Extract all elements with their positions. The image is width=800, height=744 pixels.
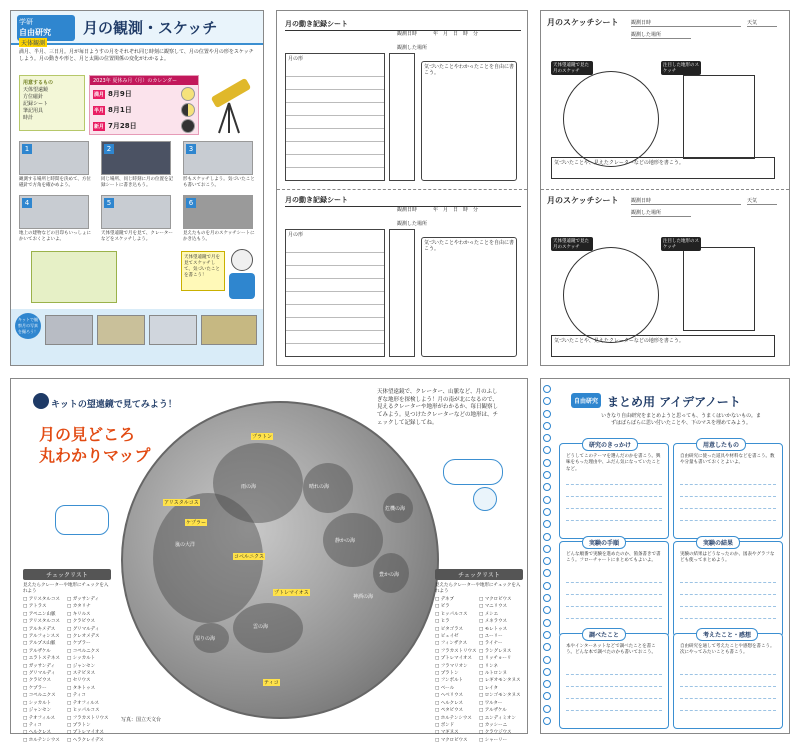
kit-subtitle: キットの望遠鏡で見てみよう！ [51, 400, 177, 410]
tip-balloon: 天体望遠鏡で月を見てスケッチして、気づいたことを書こう！ [181, 251, 225, 291]
moon-calendar [89, 75, 199, 135]
checklist-item[interactable]: □ レイタ [479, 685, 523, 692]
checklist-item[interactable]: □ キリルス [67, 611, 111, 618]
materials-item: 筆記用具 [23, 108, 44, 114]
checklist-sub: 見えたらクレーターや地形にチェックを入れよう [23, 583, 109, 594]
moon-sketch-circle [563, 71, 659, 167]
step-photo [19, 195, 89, 229]
telescope-icon [203, 73, 257, 137]
ring-hole [543, 594, 551, 602]
checklist-item[interactable]: □ ベール [435, 685, 479, 692]
ring-hole [543, 643, 551, 651]
checklist-item[interactable]: □ ヘラクレイデス [67, 737, 111, 744]
checklist-item[interactable]: □ コペルニクス [67, 648, 111, 655]
crater-label: ケプラー [186, 520, 207, 526]
moon-shape-label: 月の形 [288, 232, 304, 238]
step-number: 5 [104, 198, 114, 208]
step-text: 同じ場所、同じ時刻に月の位置を記録シートに書き込もう。 [101, 177, 173, 188]
note-label: 用意したもの [696, 438, 746, 451]
record-field-label: 観測した場所 [397, 221, 428, 227]
checklist-item[interactable]: □ ジャンセン [23, 707, 67, 714]
ring-hole [543, 410, 551, 418]
checklist-item[interactable]: □ クレオメデス [67, 633, 111, 640]
materials-item: 天体望遠鏡 [23, 87, 49, 93]
sketch-notes-label: 気づいたことや、見えたクレーターなどの地形を書こう。 [554, 338, 684, 344]
record-field-label: 観測日時 [397, 31, 418, 37]
step-number: 3 [186, 144, 196, 154]
checklist-item[interactable]: □ プラトン [435, 670, 479, 677]
checklist-item[interactable]: □ ヒラ [435, 618, 479, 625]
moon-shape-label: 月の形 [288, 56, 304, 62]
checklist-item[interactable]: □ エンディミオン [479, 715, 523, 722]
step-photo [19, 141, 89, 175]
checklist-item[interactable]: □ マギヌス [435, 729, 479, 736]
checklist-item[interactable]: □ リンネ [479, 663, 523, 670]
calendar-row [93, 103, 195, 117]
note-body: 自由研究を通して考えたことや感想を書こう。次にやってみたいことも書こう。 [680, 644, 775, 656]
logo-sub-text: 天体観測 [21, 40, 46, 47]
kit-mascot-icon [467, 487, 503, 527]
calendar-row-date: 8月9日 [108, 90, 132, 98]
moon-label: 神酒の海 [353, 594, 374, 600]
sketch-notes-label: 気づいたことや、見えたクレーターなどの地形を書こう。 [554, 160, 684, 166]
ring-hole [543, 619, 551, 627]
checklist-item[interactable]: □ ティコ [67, 692, 111, 699]
sketch-field-label: 観測した場所 [631, 31, 691, 39]
checklist-item[interactable]: □ ワルター [479, 700, 523, 707]
checklist-item[interactable]: □ アルキメデス [23, 626, 67, 633]
checklist-item[interactable]: □ アトラス [23, 603, 67, 610]
checklist-item[interactable]: □ ピュイゼ [435, 633, 479, 640]
checklist-item[interactable]: □ ホルテンシウス [435, 715, 479, 722]
ring-hole [543, 385, 551, 393]
step-text: 形もスケッチしよう。気づいたことも書いておこう。 [183, 177, 255, 188]
checklist-item[interactable]: □ ホルテンシウス [23, 737, 67, 744]
checklist-item[interactable]: □ ペタビウス [435, 707, 479, 714]
note-body: 自由研究に使った道具や材料などを書こう。数や分量も書いておくとよいよ。 [680, 454, 775, 466]
kit-photo [97, 315, 145, 345]
ring-hole [543, 569, 551, 577]
checklist-title: チェックリスト [23, 569, 111, 580]
sketch-field-label: 天気 [747, 19, 777, 27]
hint-balloon [55, 505, 109, 535]
ring-hole [543, 459, 551, 467]
ring-hole [543, 705, 551, 713]
notes-box [421, 61, 517, 181]
ring-hole [543, 471, 551, 479]
ring-hole [543, 520, 551, 528]
checklist-item[interactable]: □ ボンド [435, 722, 479, 729]
terrain-sketch-box [683, 247, 755, 331]
checklist-item[interactable]: □ ケプラー [23, 685, 67, 692]
checklist-item[interactable]: □ メネラウス [479, 618, 523, 625]
note-body: どんな順番で実験を進めたのか、箇条書きで書こう。フローチャートにまとめてもよいよ。 [566, 552, 661, 564]
sketch-sheet [547, 195, 785, 365]
page-moon-map [10, 378, 528, 743]
crater-label: コペルニクス [234, 554, 264, 560]
checklist-item[interactable]: □ カッシーニ [479, 722, 523, 729]
calendar-row-date: 8月1日 [108, 106, 132, 114]
note-label: 研究のきっかけ [582, 438, 638, 451]
checklist-item[interactable]: □ タキトゥス [67, 685, 111, 692]
page-moon-record-sheets [276, 10, 528, 366]
record-field-label: 観測日時 [397, 207, 418, 213]
idea-note-title: まとめ用 アイデアノート [607, 395, 741, 409]
ring-hole [543, 631, 551, 639]
checklist-item[interactable]: □ ガッサンディ [67, 596, 111, 603]
materials-title: 用意するもの [23, 80, 54, 86]
bottom-band [11, 309, 263, 365]
notes-label: 気づいたことやわかったことを自由に書こう。 [424, 240, 515, 252]
record-date-units: 年 月 日 時 分 [433, 31, 479, 37]
checklist-item[interactable]: □ マニリウス [479, 603, 523, 610]
new-moon-icon [181, 119, 195, 133]
checklist-item[interactable]: □ クラウジウス [479, 729, 523, 736]
gakken-logo [17, 15, 75, 47]
kit-photo [201, 315, 257, 345]
kit-photo [149, 315, 197, 345]
logo-main-text: 自由研究 [19, 28, 51, 37]
checklist-item[interactable]: □ ジャンセン [67, 663, 111, 670]
calendar-row-label: 新月 [93, 123, 104, 130]
checklist-item[interactable]: □ ピタゴラス [435, 626, 479, 633]
checklist-item[interactable]: □ セリウス [67, 677, 111, 684]
sketch-tag: 天体望遠鏡で見た月のスケッチ [551, 237, 593, 251]
step-text: 見えたものを月のスケッチシートにかき込もう。 [183, 231, 255, 242]
moon-label: 静かの海 [335, 538, 356, 544]
checklist-item[interactable]: □ アルフォンスス [23, 633, 67, 640]
checklist-item[interactable]: □ カタリナ [67, 603, 111, 610]
sketch-tag: 注目した地形のスケッチ [663, 63, 699, 74]
ring-hole [543, 397, 551, 405]
full-moon-icon [181, 87, 195, 101]
ring-hole [543, 434, 551, 442]
checklist-column [479, 596, 523, 744]
checklist-left [23, 569, 111, 744]
terrain-sketch-box [683, 75, 755, 159]
ring-hole [543, 692, 551, 700]
checklist-item[interactable]: □ ユーリー [479, 633, 523, 640]
checklist-item[interactable]: □ フィンザクス [435, 640, 479, 647]
moon-label: 豊かの海 [379, 572, 400, 578]
ring-hole [543, 680, 551, 688]
note-box-research [559, 633, 669, 729]
checklist-title: チェックリスト [435, 569, 523, 580]
note-body: 本やインターネットなどで調べたことを書こう。どんな本で調べたのかも書いておこう。 [566, 644, 656, 656]
idea-note-subtitle: いきなり自由研究をまとめようと思っても、うまくはいかないもの。まずはばらばらに思い付いたことや、下のマスを埋めてみよう。 [601, 413, 761, 426]
checklist-item[interactable]: □ コペルニクス [23, 692, 67, 699]
checklist-item[interactable]: □ テオフィルス [23, 715, 67, 722]
moon-label: 雨の海 [241, 484, 257, 490]
ring-hole [543, 582, 551, 590]
step-photo [101, 141, 171, 175]
crater-label: ティコ [264, 680, 279, 686]
moon-label: 嵐の大洋 [175, 542, 196, 548]
page-title: 月の観測・スケッチ [83, 19, 218, 37]
note-label: 実験の結果 [696, 536, 740, 549]
sketch-field-label: 観測日時 [631, 19, 741, 27]
materials-item: 方位磁針 [23, 94, 44, 100]
step-text: 観測する場所と時間を決めて、方位磁針で方角を確かめよう。 [19, 177, 91, 188]
ring-hole [543, 422, 551, 430]
checklist-item[interactable]: □ ヘルクレス [435, 700, 479, 707]
step-number: 1 [22, 144, 32, 154]
moon-label: 危機の海 [385, 506, 406, 512]
ring-hole [543, 606, 551, 614]
checklist-item[interactable]: □ クラビウス [23, 677, 67, 684]
sketch-notes-box [551, 335, 775, 357]
ring-hole [543, 717, 551, 725]
materials-item: 時計 [23, 115, 34, 121]
checklist-item[interactable]: □ フラマリオン [435, 663, 479, 670]
checklist-item[interactable]: □ ガッサンディ [23, 663, 67, 670]
step-text: 地上の建物などの目印もいっしょにかいておくとよいよ。 [19, 231, 91, 242]
note-box-materials [673, 443, 783, 539]
jiyu-kenkyu-badge: 自由研究 [571, 393, 601, 408]
calendar-row [93, 119, 195, 133]
note-box-motivation [559, 443, 669, 539]
checklist-item[interactable]: □ ルトロンヌ [479, 670, 523, 677]
checklist-column [67, 596, 111, 744]
header-banner [11, 11, 263, 45]
hint-balloon [443, 459, 503, 485]
map-headline-line1: 月の見どころ [39, 425, 136, 444]
note-label: 実験の手順 [582, 536, 626, 549]
checklist-item[interactable]: □ アルプス山脈 [23, 640, 67, 647]
checklist-item[interactable]: □ シッカルト [67, 655, 111, 662]
moon-label: 湿りの海 [195, 636, 216, 642]
checklist-item[interactable]: □ ティコ [23, 722, 67, 729]
checklist-item[interactable]: □ デネブ [435, 596, 479, 603]
ring-hole [543, 446, 551, 454]
checklist-sub: 見えたらクレーターや地形にチェックを入れよう [435, 583, 521, 594]
checklist-item[interactable]: □ フラカストリウス [67, 715, 111, 722]
checklist-item[interactable]: □ アリスタルコス [23, 618, 67, 625]
calendar-row-label: 半月 [93, 107, 104, 114]
half-moon-icon [181, 103, 195, 117]
sketch-field-label: 観測日時 [631, 197, 741, 205]
lead-text: 満月、半月、三日月。月が毎日ようすの月をそれぞれ同じ時刻に観察して、月の位置や月の形をスケッチしよう。月の動きや形と、月と太陽の位置関係の変化がわかるよ。 [19, 49, 254, 62]
checklist-item[interactable]: □ ヒッパルコス [435, 611, 479, 618]
checklist-item[interactable]: □ フンボルト [435, 677, 479, 684]
checklist-item[interactable]: □ アルザケル [479, 707, 523, 714]
checklist-item[interactable]: □ アルザケル [23, 648, 67, 655]
note-body: どうしてこのテーマを選んだのかを書こう。興味をもった理由や、ふだん気になっていたことなど。 [566, 454, 661, 472]
checklist-item[interactable]: □ レギオモンタヌス [479, 677, 523, 684]
note-box-reflection [673, 633, 783, 729]
materials-item: 記録シート [23, 101, 49, 107]
note-body: 実験の結果はどうなったのか、図表やグラフなども使ってまとめよう。 [680, 552, 775, 564]
checklist-item[interactable]: □ ロンゴモンタヌス [479, 692, 523, 699]
checklist-item[interactable]: □ モレトゥス [479, 626, 523, 633]
sketch-tag: 注目した地形のスケッチ [663, 239, 699, 250]
step-text: 天体望遠鏡で月を見て、クレーターなどをスケッチしよう。 [101, 231, 173, 242]
record-sheet-title: 月の動き記録シート [285, 19, 521, 31]
ring-hole [543, 508, 551, 516]
checklist-item[interactable]: □ プラトン [67, 722, 111, 729]
checklist-column [435, 596, 479, 744]
page-moon-observation [10, 10, 264, 366]
sketch-sheet-title: 月のスケッチシート [547, 18, 619, 27]
moon-position-box [285, 53, 385, 181]
logo-top-text: 学研 [19, 18, 33, 26]
kit-photo [45, 315, 93, 345]
checklist-item[interactable]: □ フラカストリウス [435, 648, 479, 655]
crater-label: アリスタルコス [164, 500, 199, 506]
map-headline [39, 425, 150, 467]
checklist-column [23, 596, 67, 744]
sketch-field-label: 天気 [747, 197, 777, 205]
checklist-item[interactable]: □ メシエ [479, 611, 523, 618]
sketch-sample-image [31, 251, 117, 303]
checklist-item[interactable]: □ ビラ [435, 603, 479, 610]
ring-hole [543, 483, 551, 491]
sketch-sheet [547, 17, 785, 187]
checklist-item[interactable]: □ プトレマイオス [435, 655, 479, 662]
checklist-item[interactable]: □ クラビウス [67, 618, 111, 625]
record-field-label: 観測した場所 [397, 45, 428, 51]
ring-hole [543, 496, 551, 504]
step-number: 4 [22, 198, 32, 208]
note-label: 考えたこと・感想 [696, 628, 758, 641]
sketch-notes-box [551, 157, 775, 179]
checklist-item[interactable]: □ リッチョーリ [479, 655, 523, 662]
checklist-item[interactable]: □ シャーリー [479, 737, 523, 744]
kit-badge: キットで観察月の写真を撮ろう！ [15, 313, 41, 339]
checklist-item[interactable]: □ アペニン山脈 [23, 611, 67, 618]
ring-hole [543, 656, 551, 664]
cut-line [541, 189, 789, 190]
crater-label: プラトン [252, 434, 273, 440]
sketch-field-label: 観測した場所 [631, 209, 691, 217]
checklist-item[interactable]: □ シッカルト [23, 700, 67, 707]
checklist-item[interactable]: □ マクロビウス [479, 596, 523, 603]
sketch-sheet-title: 月のスケッチシート [547, 196, 619, 205]
ring-hole [543, 668, 551, 676]
ring-hole [543, 533, 551, 541]
step-photo [183, 195, 253, 229]
notes-box [421, 237, 517, 357]
checklist-item[interactable]: □ アリスタルコス [23, 596, 67, 603]
notes-label: 気づいたことやわかったことを自由に書こう。 [424, 64, 515, 76]
checklist-item[interactable]: □ ライナー [479, 640, 523, 647]
calendar-row-date: 7月28日 [108, 122, 137, 130]
moon-label: 晴れの海 [309, 484, 330, 490]
checklist-item[interactable]: □ グリマルディ [67, 626, 111, 633]
checklist-item[interactable]: □ ステビヌス [67, 670, 111, 677]
record-column [389, 229, 415, 357]
ring-hole [543, 557, 551, 565]
step-number: 6 [186, 198, 196, 208]
ring-hole [543, 545, 551, 553]
checklist-item[interactable]: □ ヘルクレス [23, 729, 67, 736]
step-number: 2 [104, 144, 114, 154]
checklist-item[interactable]: □ ラングレヌス [479, 648, 523, 655]
checklist-item[interactable]: □ プトレマイオス [67, 729, 111, 736]
sketch-tag: 天体望遠鏡で見た月のスケッチ [551, 61, 593, 75]
notebook-ring [543, 385, 553, 729]
professor-mascot-icon [227, 249, 257, 299]
checklist-item[interactable]: □ ヘベリウス [435, 692, 479, 699]
moon-sketch-circle [563, 247, 659, 343]
checklist-item[interactable]: □ ケプラー [67, 640, 111, 647]
note-label: 調べたこと [582, 628, 626, 641]
step-photo [101, 195, 171, 229]
checklist-item[interactable]: □ グリマルディ [23, 670, 67, 677]
moon-label: 雲の海 [253, 624, 269, 630]
photo-credit: 写真：国立天文台 [121, 717, 162, 723]
record-sheet [285, 195, 521, 363]
checklist-item[interactable]: □ マクロビウス [435, 737, 479, 744]
note-box-results [673, 541, 783, 637]
materials-box [19, 75, 85, 131]
map-headline-line2: 丸わかりマップ [39, 445, 151, 465]
record-sheet-title: 月の動き記録シート [285, 195, 521, 207]
crater-label: プトレマイオス [274, 590, 309, 596]
moon-position-box [285, 229, 385, 357]
moon-map-image [121, 401, 439, 719]
record-sheet [285, 19, 521, 187]
note-box-procedure [559, 541, 669, 637]
record-date-units: 年 月 日 時 分 [433, 207, 479, 213]
cut-line [277, 189, 527, 190]
record-column [389, 53, 415, 181]
checklist-item[interactable]: □ テオフィルス [67, 700, 111, 707]
calendar-row [93, 87, 195, 101]
kit-telescope-icon [33, 393, 49, 409]
calendar-title: 2023年 夏休み月（月）のカレンダー [90, 76, 198, 85]
page-moon-sketch-sheets [540, 10, 790, 366]
step-photo [183, 141, 253, 175]
mare-region [213, 443, 303, 523]
calendar-row-label: 満月 [93, 91, 104, 98]
map-intro-text: 天体望遠鏡で、クレーター、山脈など、月のふしぎな地形を探検しよう！月の南が北になるので、見えるクレーターや地形がわかるか、毎日観察してみよう。見つけたクレーターなどの地形は、チェックして記録してね。 [377, 389, 499, 426]
checklist-right [435, 569, 523, 744]
checklist-item[interactable]: □ エラトステネス [23, 655, 67, 662]
checklist-item[interactable]: □ ヒッパルコス [67, 707, 111, 714]
page-idea-note [540, 378, 790, 734]
